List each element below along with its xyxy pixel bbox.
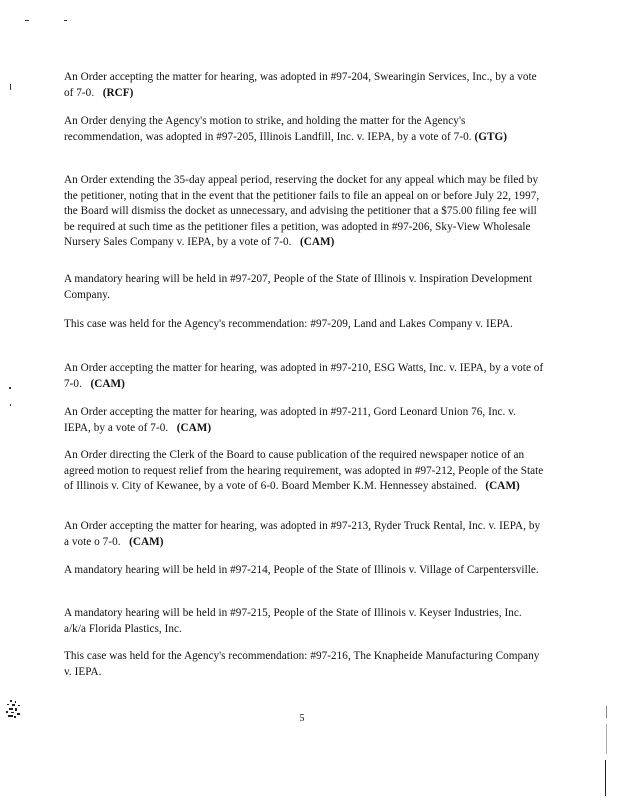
paragraph-text: An Order directing the Clerk of the Board to cause publication of the required newspaper notice of an agreed motion to request relief from the hearing requirement, was adopted in #97-212, People of the State of Illinois v. City of Kewanee, by a vote of 6-0. Board Member K.M. Hennessey abstained. [64,449,544,492]
paragraph-text: An Order accepting the matter for hearing, was adopted in #97-210, ESG Watts, Inc. v. IEPA, by a vote of 7-0. [64,362,544,390]
paragraph-initials: (RCF) [102,86,134,99]
paragraph-97-204 [64,70,544,101]
paragraph-97-210 [64,361,544,392]
scan-artifact [4,698,26,720]
page-number: 5 [299,713,305,724]
scan-speck [10,84,11,90]
paragraph-text: An Order accepting the matter for hearing, was adopted in #97-213, Ryder Truck Rental, Inc. v. IEPA, by a vote o 7-0. [64,520,541,548]
paragraph-97-205 [64,114,544,145]
paragraph-text: This case was held for the Agency's recommendation: #97-209, Land and Lakes Company v. IEPA. [64,318,513,330]
scan-edge-mark [605,760,606,796]
scan-edge-mark [606,706,607,718]
paragraph-text: A mandatory hearing will be held in #97-207, People of the State of Illinois v. Inspiration Development Company. [64,273,532,301]
paragraph-initials: (GTG) [474,130,508,143]
paragraph-text: A mandatory hearing will be held in #97-215, People of the State of Illinois v. Keyser Industries, Inc. a/k/a Florida Plastics, Inc. [64,607,522,635]
scan-speck [10,404,11,406]
paragraph-97-213 [64,519,544,550]
paragraph-97-215 [64,606,544,637]
paragraph-initials: (CAM) [300,236,335,248]
paragraph-text: This case was held for the Agency's recommendation: #97-216, The Knapheide Manufacturing Company v. IEPA. [64,650,540,678]
paragraph-initials: (CAM) [129,535,164,548]
paragraph-97-207 [64,272,544,303]
paragraph-97-212 [64,448,544,495]
paragraph-text: An Order accepting the matter for hearing, was adopted in #97-204, Swearingin Services, Inc., by a vote of 7-0. [64,71,537,99]
paragraph-97-216 [64,649,544,680]
paragraph-97-214 [64,563,544,579]
paragraph-97-209 [64,317,544,333]
paragraph-initials: (CAM) [176,421,212,434]
paragraph-97-206 [64,173,544,251]
paragraph-initials: (CAM) [485,480,520,492]
paragraph-initials: (CAM) [90,377,125,390]
paragraph-text: An Order accepting the matter for hearing, was adopted in #97-211, Gord Leonard Union 76, Inc. v. IEPA, by a vote of 7-0. [64,406,516,434]
paragraph-text: An Order extending the 35-day appeal period, reserving the docket for any appeal which may be filed by the petitioner, noting that in the event that the petitioner fails to file an appeal on or before July 22, 1997, the Board will dismiss the docket as unnecessary, and advising the petitioner that a $75.00 filing fee will be required at such time as the petitioner files a petition, was adopted in #97-206, Sky-View Wholesale Nursery Sales Company v. IEPA, by a vote of 7-0. [64,174,540,248]
scan-speck [9,387,11,389]
paragraph-text: A mandatory hearing will be held in #97-214, People of the State of Illinois v. Village of Carpentersville. [64,564,539,576]
scan-edge-mark [606,724,607,754]
scan-speck [64,20,67,21]
scan-speck [25,20,29,21]
paragraph-text: An Order denying the Agency's motion to strike, and holding the matter for the Agency's recommendation, was adopted in #97-205, Illinois Landfill, Inc. v. IEPA, by a vote of 7-0. [64,115,472,143]
paragraph-97-211 [64,405,544,436]
